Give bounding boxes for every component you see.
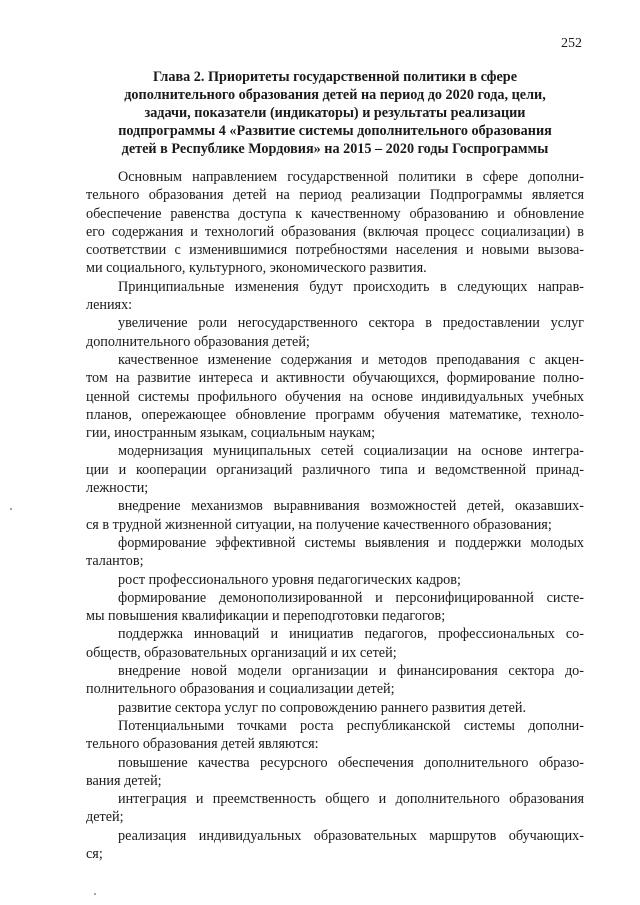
text-line: дополнительного образования детей; xyxy=(86,333,310,350)
page-number: 252 xyxy=(561,36,582,51)
title-line: задачи, показатели (индикаторы) и результаты реализации xyxy=(144,105,526,121)
text-line: обществ, образовательных организаций и их сетей; xyxy=(86,644,397,661)
paragraph xyxy=(86,754,584,791)
text-line: его содержания и технологий образования (включая процесс социализации) в xyxy=(86,223,584,240)
paragraph xyxy=(86,662,584,699)
text-line: обеспечение равенства доступа к качественному образованию и обновление xyxy=(86,205,584,222)
text-line: тельного образования детей являются: xyxy=(86,736,319,753)
text-line: гии, иностранным языкам, социальным наукам; xyxy=(86,425,376,442)
text-line: том на развитие интереса и активности обучающихся, формирование полно- xyxy=(86,370,584,387)
title-line: Глава 2. Приоритеты государственной политики в сфере xyxy=(152,69,517,85)
paragraph xyxy=(86,442,584,497)
paragraph xyxy=(86,827,584,864)
paragraph xyxy=(86,534,584,571)
paragraph xyxy=(86,589,584,626)
text-line: реализация индивидуальных образовательных маршрутов обучающих- xyxy=(118,827,584,844)
text-line: детей; xyxy=(86,809,124,826)
text-line: лениях: xyxy=(86,297,133,314)
text-line: формирование эффективной системы выявления и поддержки молодых xyxy=(118,534,584,551)
text-line: полнительного образования и социализации детей; xyxy=(86,681,395,698)
text-line: мы повышения квалификации и переподготовки педагогов; xyxy=(86,608,446,625)
scan-speck xyxy=(94,893,96,895)
text-line: развитие сектора услуг по сопровождению раннего развития детей. xyxy=(118,699,527,716)
paragraph xyxy=(86,314,584,351)
text-line: формирование демонополизированной и персонифицированной систе- xyxy=(118,589,584,606)
scan-speck xyxy=(10,508,12,510)
document-body xyxy=(86,168,584,863)
text-line: Принципиальные изменения будут происходить в следующих направ- xyxy=(118,278,584,295)
paragraph xyxy=(86,571,584,589)
text-line: интеграция и преемственность общего и дополнительного образования xyxy=(118,791,584,808)
text-line: внедрение механизмов выравнивания возможностей детей, оказавших- xyxy=(118,498,584,515)
text-line: качественное изменение содержания и методов преподавания с акцен- xyxy=(118,351,584,368)
paragraph xyxy=(86,168,584,278)
text-line: планов, опережающее обновление программ обучения математике, техноло- xyxy=(86,406,584,423)
paragraph xyxy=(86,497,584,534)
text-line: ции и кооперации организаций различного типа и ведомственной принад- xyxy=(86,461,584,478)
text-line: талантов; xyxy=(86,553,144,570)
chapter-title xyxy=(100,68,570,158)
paragraph xyxy=(86,717,584,754)
text-line: ценной системы профильного обучения на основе индивидуальных учебных xyxy=(86,388,584,405)
text-line: Потенциальными точками роста республиканской системы дополни- xyxy=(118,717,584,734)
text-line: лежности; xyxy=(86,480,149,497)
text-line: вания детей; xyxy=(86,772,162,789)
title-line: детей в Республике Мордовия» на 2015 – 2020 годы Госпрограммы xyxy=(121,141,549,157)
text-line: повышение качества ресурсного обеспечения дополнительного образо- xyxy=(118,754,584,771)
text-line: тельного образования детей на период реализации Подпрограммы является xyxy=(86,187,584,204)
paragraph xyxy=(86,278,584,315)
text-line: ся; xyxy=(86,845,103,862)
text-line: модернизация муниципальных сетей социализации на основе интегра- xyxy=(118,443,584,460)
paragraph xyxy=(86,351,584,442)
text-line: ся в трудной жизненной ситуации, на получение качественного образования; xyxy=(86,516,552,533)
text-line: поддержка инноваций и инициатив педагогов, профессиональных со- xyxy=(118,626,584,643)
paragraph xyxy=(86,790,584,827)
text-line: рост профессионального уровня педагогических кадров; xyxy=(118,571,461,588)
text-line: ми социального, культурного, экономического развития. xyxy=(86,260,427,277)
text-line: Основным направлением государственной политики в сфере дополни- xyxy=(118,169,584,185)
paragraph xyxy=(86,699,584,717)
text-line: увеличение роли негосударственного сектора в предоставлении услуг xyxy=(118,315,584,332)
title-line: дополнительного образования детей на период до 2020 года, цели, xyxy=(124,87,546,103)
title-line: подпрограммы 4 «Развитие системы дополнительного образования xyxy=(118,123,552,139)
paragraph xyxy=(86,625,584,662)
text-line: соответствии с изменившимися потребностями населения и новыми вызова- xyxy=(86,242,584,259)
text-line: внедрение новой модели организации и финансирования сектора до- xyxy=(118,663,584,680)
